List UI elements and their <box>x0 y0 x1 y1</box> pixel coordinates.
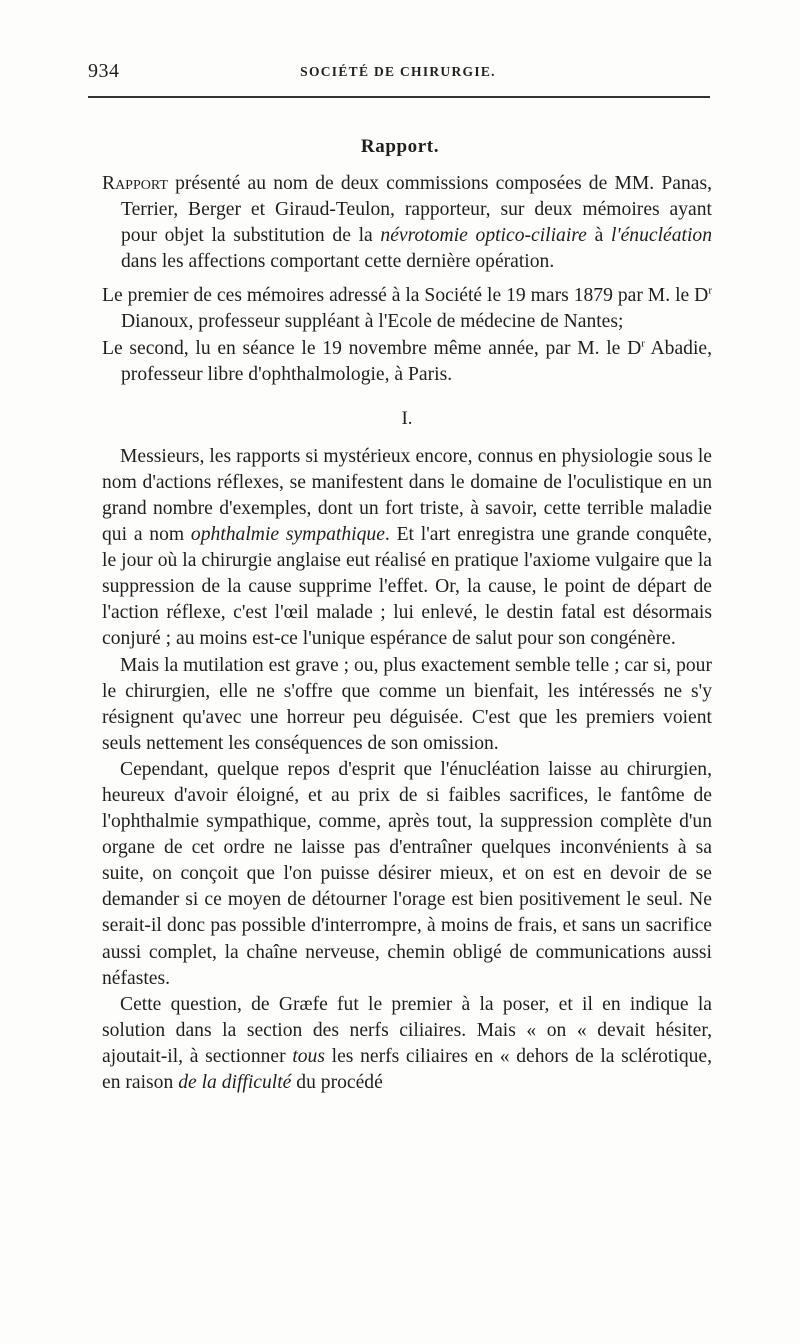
report-text-3: dans les affections comportant cette dernière opération. <box>121 251 555 273</box>
memoire-1-sup: r <box>708 284 712 297</box>
paragraph-1-text-b: . Et l'art enregistra une grande conquête, le jour où la chirurgie anglaise eut réalisé en pratique l'axiome vulgaire que la suppression de la cause supprime l'effet. Or, la cause, le point de départ de l'action réflexe, c'est l'œil malade ; lui enlevé, le destin fatal est désormais conjuré ; au moins est-ce l'unique espérance de salut pour son congénère. <box>102 524 712 650</box>
memoire-1-text-b: Dianoux, professeur suppléant à l'Ecole de médecine de Nantes; <box>121 311 624 333</box>
report-intro-text: présenté au nom de deux commissions composées de MM. Panas, Terrier, Berger et Giraud-Teulon, rapporteur, sur deux mémoires ayant pour objet la substitution de la <box>121 173 712 247</box>
term-enucleation: l'énucléation <box>610 225 712 247</box>
memoire-2 <box>102 336 712 388</box>
report-lead-word: Rapport <box>102 173 168 194</box>
part-numeral: I. <box>401 407 413 429</box>
running-head <box>86 60 710 84</box>
memoire-2-text-a: Le second, lu en séance le 19 novembre même année, par M. le D <box>102 337 642 359</box>
memoire-2-sup: r <box>641 337 645 350</box>
memoire-1-text-a: Le premier de ces mémoires adressé à la Société le 19 mars 1879 par M. le D <box>102 285 709 307</box>
memoire-1 <box>102 283 712 335</box>
section-title: Rapport. <box>360 136 440 157</box>
memoire-2-text-b: Abadie, professeur libre d'ophthalmologie, à Paris. <box>121 337 713 385</box>
paragraph-4-text-a: Cette question, de Græfe fut le premier à la poser, et il en indique la solution dans la section des nerfs ciliaires. Mais « on « devait hésiter, ajoutait-il, à sectionner <box>102 993 712 1067</box>
term-nevrotomie: névrotomie optico-ciliaire <box>380 225 587 247</box>
paragraph-1 <box>102 444 712 653</box>
report-text-2: à <box>586 225 611 247</box>
paragraph-3: Cependant, quelque repos d'esprit que l'énucléation laisse au chirurgien, heureux d'avoir éloigné, et au prix de si faibles sacrifices, le fantôme de l'ophthalmie sympathique, comme, après tout, la suppression complète d'un organe de cet ordre ne laisse pas d'entraîner quelques inconvénients à sa suite, on conçoit que l'on puisse désirer mieux, et on est en devoir de se demander si ce moyen de détourner l'orage est bien positivement le seul. Ne serait-il donc pas possible d'interrompre, à moins de frais, et sans un sacrifice aussi complet, la chaîne nerveuse, chemin obligé de communications aussi néfastes. <box>102 758 712 989</box>
em-tous: tous <box>292 1045 325 1067</box>
paragraph-4-text-c: du procédé <box>291 1072 383 1093</box>
header-rule <box>88 96 710 98</box>
running-title: SOCIÉTÉ DE CHIRURGIE. <box>300 64 496 79</box>
paragraph-4 <box>102 992 712 1096</box>
paragraph-4-text-b: les nerfs ciliaires en « dehors de la sclérotique, en raison <box>102 1045 713 1093</box>
paragraph-1-text-a: Messieurs, les rapports si mystérieux encore, connus en physiologie sous le nom d'actions réflexes, se manifestent dans le domaine de l'oculistique en un grand nombre d'exemples, dont un fort triste, à savoir, cette terrible maladie qui a nom <box>102 445 712 546</box>
paragraph-2: Mais la mutilation est grave ; ou, plus exactement semble telle ; car si, pour le chirurgien, elle ne s'offre que comme un bienfait, les intéressés ne s'y résignent qu'avec une horreur peu déguisée. C'est que les premiers voient seuls nettement les conséquences de son omission. <box>102 654 713 754</box>
page-number: 934 <box>88 60 120 82</box>
report-intro <box>102 171 712 275</box>
body-text <box>102 171 712 1096</box>
term-ophthalmie: ophthalmie sympathique <box>190 524 385 546</box>
em-difficulte: de la difficulté <box>178 1072 292 1093</box>
